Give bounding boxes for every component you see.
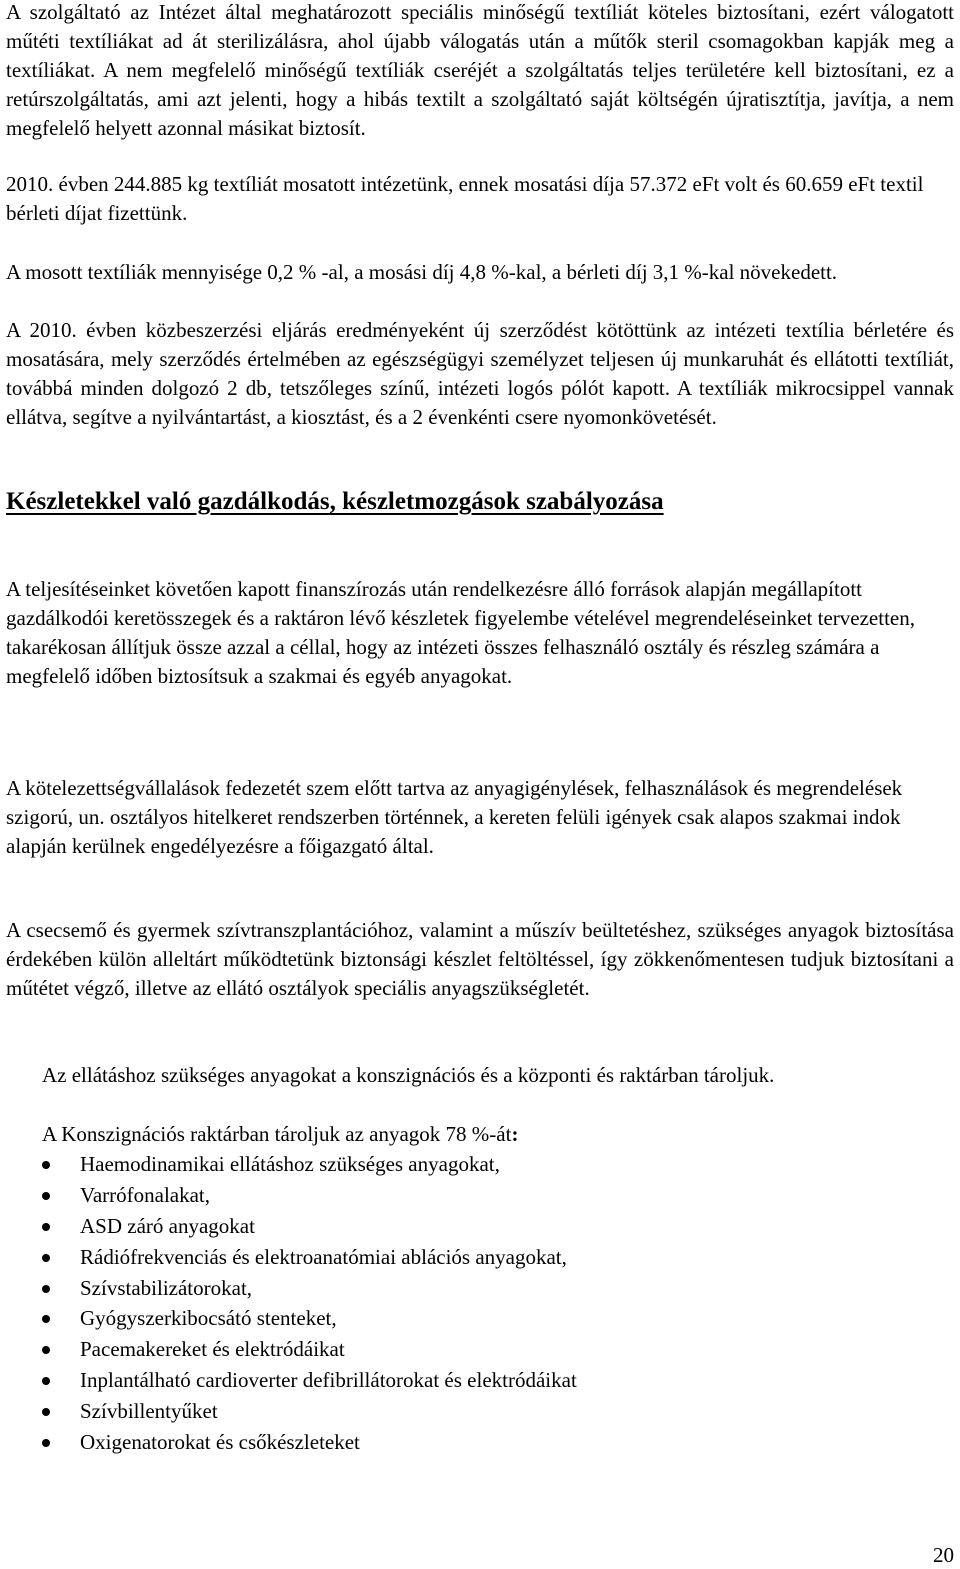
bullet-icon [42,1439,50,1447]
section-heading: Készletekkel való gazdálkodás, készletmozgások szabályozása [6,488,664,515]
bullet-icon [42,1346,50,1354]
list-item: Szívstabilizátorokat, [42,1273,577,1304]
list-item: Oxigenatorokat és csőkészleteket [42,1427,577,1458]
paragraph-procurement-contract: A 2010. évben közbeszerzési eljárás eredményeként új szerződést kötöttünk az intézeti textília bérletére és mosatására, mely szerződés értelmében az egészségügyi személyzet teljesen új munkaruhát és ellátotti textíliát, továbbá minden dolgozó 2 db, tetszőleges színű, intézeti logós pólót kapott. A textíliák mikrocsippel vannak ellátva, segítve a nyilvántartást, a kiosztást, és a 2 évenkénti csere nyomonkövetését. [6,318,954,429]
bullet-icon [42,1408,50,1416]
bullet-icon [42,1254,50,1262]
consignment-intro-text: A Konszignációs raktárban tároljuk az anyagok 78 %-át [42,1122,512,1146]
list-item: ASD záró anyagokat [42,1211,577,1242]
paragraph-textile-2010-figures: 2010. évben 244.885 kg textíliát mosatott intézetünk, ennek mosatási díja 57.372 eFt volt és 60.659 eFt textil bérleti díjat fizettünk. [6,172,924,225]
paragraph-textile-service: A szolgáltató az Intézet által meghatározott speciális minőségű textíliát köteles biztosítani, ezért válogatott műtéti textíliákat ad át sterilizálásra, ahol újabb válogatás után a műtők steril csomagokban kapják meg a textíliákat. A nem megfelelő minőségű textíliák cseréjét a szolgáltatás teljes területére kell biztosítani, ez a retúrszolgáltatás, ami azt jelenti, hogy a hibás textilt a szolgáltató saját költségén újratisztítja, javítja, a nem megfelelő helyett azonnal másikat biztosít. [6,0,954,140]
bullet-icon [42,1192,50,1200]
paragraph-textile-changes: A mosott textíliák mennyisége 0,2 % -al, a mosási díj 4,8 %-kal, a bérleti díj 3,1 %-kal növekedett. [6,260,838,284]
paragraph-transplant-supplies: A csecsemő és gyermek szívtranszplantációhoz, valamint a műszív beültetéshez, szükséges anyagok biztosítása érdekében külön alleltárt működtetünk biztonsági készlet feltöltéssel, így zökkenőmentesen tudjuk biztosítani a műtétet végző, illetve az ellátó osztályok speciális anyagszükségletét. [6,918,954,1000]
list-item: Szívbillentyűket [42,1396,577,1427]
consignment-items-list [42,1149,577,1458]
bullet-icon [42,1315,50,1323]
list-item: Gyógyszerkibocsátó stenteket, [42,1303,577,1334]
list-item: Varrófonalakat, [42,1180,577,1211]
bullet-icon [42,1285,50,1293]
paragraph-budget-planning: A teljesítéseinket követően kapott finanszírozás után rendelkezésre álló források alapján megállapított gazdálkodói keretösszegek és a raktáron lévő készletek figyelembe vételével megrendeléseinket tervezetten, takarékosan állítjuk össze azzal a céllal, hogy az intézeti összes felhasználó osztály és részleg számára a megfelelő időben biztosítsuk a szakmai és egyéb anyagokat. [6,577,915,688]
paragraph-commitments: A kötelezettségvállalások fedezetét szem előtt tartva az anyagigénylések, felhasználások és megrendelések szigorú, un. osztályos hitelkeret rendszerben történnek, a kereten felüli igények csak alapos szakmai indok alapján kerülnek engedélyezésre a főigazgató által. [6,776,903,858]
list-item: Haemodinamikai ellátáshoz szükséges anyagokat, [42,1149,577,1180]
consignment-intro-colon: : [511,1122,519,1146]
bullet-icon [42,1223,50,1231]
list-item: Pacemakereket és elektródáikat [42,1334,577,1365]
list-item: Inplantálható cardioverter defibrillátorokat és elektródáikat [42,1365,577,1396]
bullet-icon [42,1161,50,1169]
bullet-icon [42,1377,50,1385]
paragraph-storage: Az ellátáshoz szükséges anyagokat a konszignációs és a központi és raktárban tároljuk. [42,1063,775,1087]
paragraph-consignment-intro [42,1120,954,1149]
list-item: Rádiófrekvenciás és elektroanatómiai ablációs anyagokat, [42,1242,577,1273]
page-number: 20 [933,1543,954,1567]
